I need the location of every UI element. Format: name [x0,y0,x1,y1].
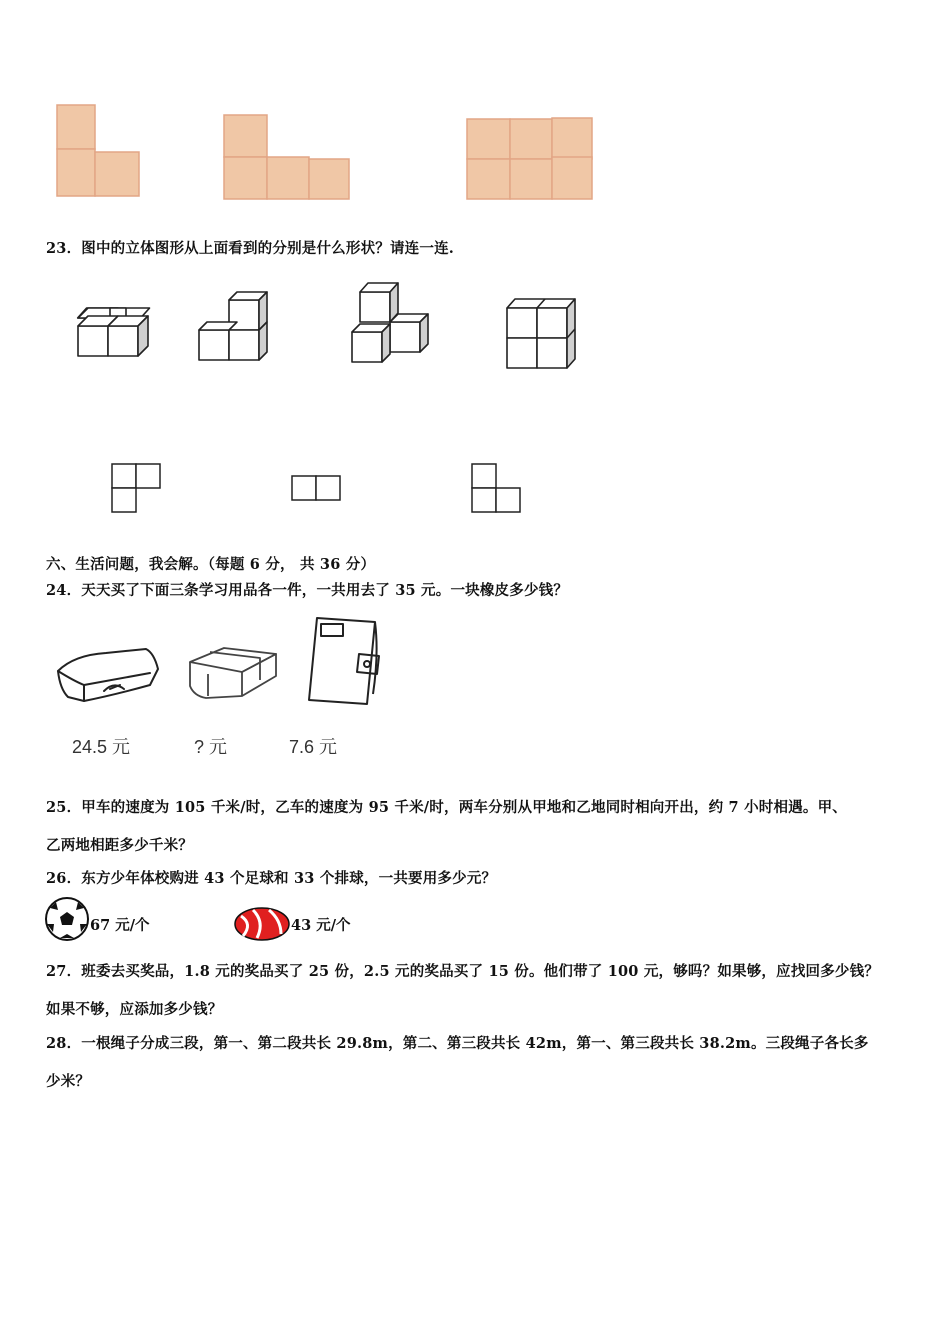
top-view-shape-3 [471,463,525,515]
top-view-shape-1 [111,463,165,515]
calculator-notebook-icon [303,614,383,710]
cube-figure-1 [74,304,154,360]
eraser-icon [186,640,282,704]
section-6-heading: 六、生活问题，我会解。（每题 6 分， 共 36 分） [46,556,376,573]
tile-figure-four-squares [223,114,351,200]
top-view-shape-2 [291,475,345,503]
volleyball-price: 43 元/个 [291,917,351,934]
question-25-line-1: 25．甲车的速度为 105 千米/时，乙车的速度为 95 千米/时，两车分别从甲地和乙地同时相向开出，约 7 小时相遇。甲、 [46,799,847,816]
cube-figure-3 [348,280,438,366]
eraser-price: ? 元 [194,737,228,757]
question-27-line-2: 如果不够，应添加多少钱？ [46,1001,223,1018]
soccer-ball-price: 67 元/个 [90,917,150,934]
notebook-price: 7.6 元 [289,737,338,757]
tile-figure-l-shape [56,104,142,199]
question-25-line-2: 乙两地相距多少千米？ [46,837,193,854]
question-27-line-1: 27．班委去买奖品，1.8 元的奖品买了 25 份，2.5 元的奖品买了 15 份。他们带了 100 元，够吗？如果够，应找回多少钱？ [46,963,880,980]
cube-figure-4 [503,296,581,372]
question-26-text: 26．东方少年体校购进 43 个足球和 33 个排球，一共要用多少元？ [46,870,497,887]
question-28-line-2: 少米？ [46,1073,91,1090]
question-28-line-1: 28．一根绳子分成三段，第一、第二段共长 29.8m，第二、第三段共长 42m，第一、第三段共长 38.2m。三段绳子各长多 [46,1035,869,1052]
question-23-text: 23．图中的立体图形从上面看到的分别是什么形状？请连一连. [46,240,455,257]
soccer-ball-icon [44,896,90,942]
pencil-case-price: 24.5 元 [72,737,131,757]
volleyball-icon [233,906,291,942]
tile-figure-rectangle [466,117,594,201]
question-24-text: 24．天天买了下面三条学习用品各一件，一共用去了 35 元。一块橡皮多少钱？ [46,582,569,599]
pencil-case-icon [54,645,164,705]
cube-figure-2 [195,288,275,364]
